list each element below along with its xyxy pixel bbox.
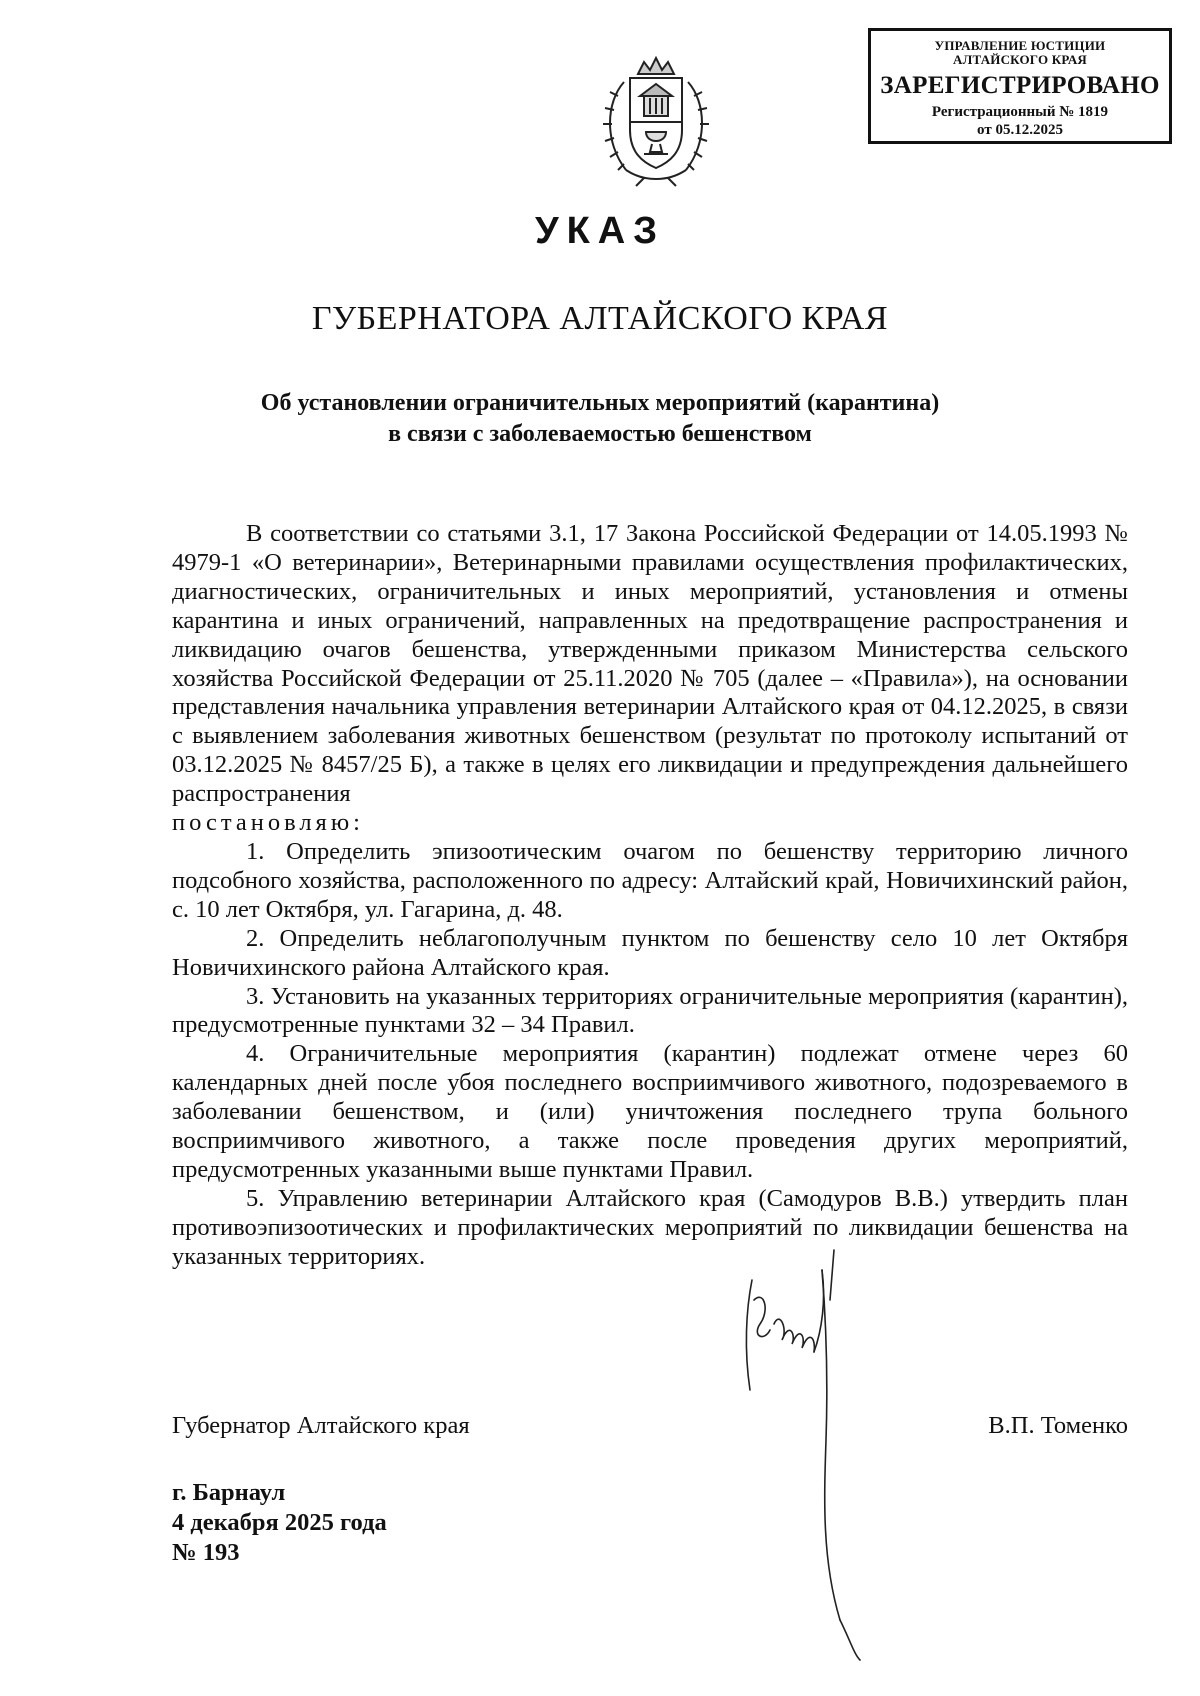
decree-item: 5. Управлению ветеринарии Алтайского края (Самодуров В.В.) утвердить план противоэпизоотических и профилактических мероприятий по ликвидации бешенства на указанных территориях. [172, 1184, 1128, 1270]
document-subject [150, 388, 1050, 450]
stamp-registration-number: Регистрационный № 1819 [931, 104, 1109, 120]
registration-stamp [868, 28, 1172, 144]
stamp-org-line2: АЛТАЙСКОГО КРАЯ [953, 52, 1087, 67]
decree-item: 1. Определить эпизоотическим очагом по бешенству территорию личного подсобного хозяйства, расположенного по адресу: Алтайский край, Новичихинский район, с. 10 лет Октября, ул. Гагарина, д. 48. [172, 837, 1128, 923]
decree-item: 4. Ограничительные мероприятия (карантин) подлежат отмене через 60 календарных дней после убоя последнего восприимчивого животного, подозреваемого в заболевании бешенством, и (или) уничтожения последнего трупа больного восприимчивого животного, а также после проведения других мероприятий, предусмотренных указанными выше пунктами Правил. [172, 1040, 1128, 1183]
decree-word: постановляю: [172, 809, 364, 837]
subject-line-2: в связи с заболеваемостью бешенством [388, 421, 812, 447]
subject-line-1: Об установлении ограничительных мероприятий (карантина) [260, 390, 940, 416]
issuer-title: ГУБЕРНАТОРА АЛТАЙСКОГО КРАЯ [311, 300, 889, 337]
stamp-org-line1: УПРАВЛЕНИЕ ЮСТИЦИИ [934, 38, 1106, 53]
decree-item: 3. Установить на указанных территориях ограничительные мероприятия (карантин), предусмотренные пунктами 32 – 34 Правил. [172, 982, 1128, 1039]
signatory-position: Губернатор Алтайского края [172, 1412, 470, 1439]
decree-item: 2. Определить неблагополучным пунктом по бешенству село 10 лет Октября Новичихинского района Алтайского края. [172, 924, 1128, 981]
signatory-name: В.П. Томенко [988, 1412, 1128, 1439]
coat-of-arms-icon [594, 52, 718, 188]
footer-city: г. Барнаул [172, 1479, 286, 1506]
footer-date: 4 декабря 2025 года [172, 1509, 387, 1536]
footer-number: № 193 [172, 1539, 240, 1566]
preamble-paragraph: В соответствии со статьями 3.1, 17 Закона Российской Федерации от 14.05.1993 № 4979-1 «О ветеринарии», Ветеринарными правилами осуществления профилактических, диагностических, ограничительных и иных мероприятий, установления и отмены карантина и иных ограничений, направленных на предотвращение распространения и ликвидацию очагов бешенства, утвержденными приказом Министерства сельского хозяйства Российской Федерации от 25.11.2020 № 705 (далее – «Правила»), на основании представления начальника управления ветеринарии Алтайского края от 04.12.2025, в связи с выявлением заболевания животных бешенством (результат по протоколу испытаний от 03.12.2025 № 8457/25 Б), а также в целях его ликвидации и предупреждения дальнейшего распространения [172, 520, 1128, 808]
handwritten-signature [730, 1240, 930, 1680]
stamp-date: от 05.12.2025 [977, 122, 1063, 138]
document-type-title: УКАЗ [534, 210, 666, 252]
document-body [172, 520, 1128, 1272]
document-footer [172, 1478, 387, 1568]
stamp-status: ЗАРЕГИСТРИРОВАНО [880, 72, 1160, 99]
